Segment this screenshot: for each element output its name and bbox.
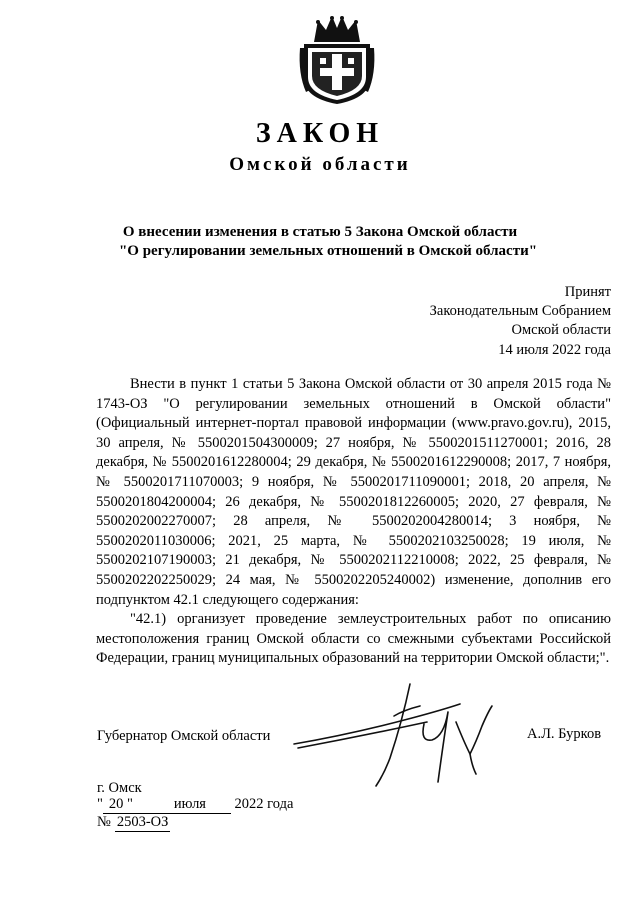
body-paragraph-2: "42.1) организует проведение землеустроительных работ по описанию местоположения границ Омской области со смежными субъектами Российской Федерации, границ муниципальных образований на территории Омской области;". [96,611,611,667]
date-day: 20 " [103,796,139,814]
number-value: 2503-ОЗ [116,814,169,830]
place-of-signing: г. Омск [97,780,142,796]
date-underline [139,796,157,814]
signing-date [97,796,357,814]
adopted-by-region: Омской области [511,322,611,338]
law-number [97,814,170,832]
governor-name: А.Л. Бурков [527,726,602,742]
omsk-region-coat-of-arms-icon [296,14,378,106]
body-paragraph-1: Внести в пункт 1 статьи 5 Закона Омской области от 30 апреля 2015 года № 1743-ОЗ "О регулировании земельных отношений в Омской области" (Официальный интернет-портал правовой информации (www.pravo.gov.ru), 2015, 30 апреля, № 5500201504300009; 27 ноября, № 5500201511270001; 2016, 28 декабря, № 5500201612280004; 29 декабря, № 5500201612290008; 2017, 7 ноября, № 5500201711070003; 9 ноября, № 5500201711090001; 2018, 20 апреля, № 5500201804200004; 26 декабря, № 5500201812260005; 2020, 27 февраля, № 5500202002270007; 28 апреля, № 5500202004280014; 3 ноября, № 5500202011030006; 2021, 25 марта, № 5500202103250028; 19 июля, № 5500202107190003; 21 декабря, № 5500202112210008; 2022, 25 февраля, № 5500202202250029; 24 мая, № 5500202205240002) изменение, дополнив его подпунктом 42.1 следующего содержания: [96,376,611,608]
governor-title: Губернатор Омской области [97,728,271,744]
adopted-date: 14 июля 2022 года [498,342,611,358]
date-underline [223,796,231,814]
document-region: Омской области [229,154,411,175]
date-month: июля [157,796,223,814]
subject-line-1: О внесении изменения в статью 5 Закона Омской области [122,224,518,240]
date-year: 2022 года [234,796,294,812]
subject-line-2: "О регулировании земельных отношений в Омской области" [118,243,538,259]
adopted-label: Принят [564,284,611,300]
handwritten-signature-icon [292,682,522,792]
adopted-by: Законодательным Собранием [429,303,611,319]
law-body [96,375,611,669]
document-type: ЗАКОН [255,118,385,149]
date-open-quote: " [97,796,103,812]
number-prefix: № [97,814,111,830]
